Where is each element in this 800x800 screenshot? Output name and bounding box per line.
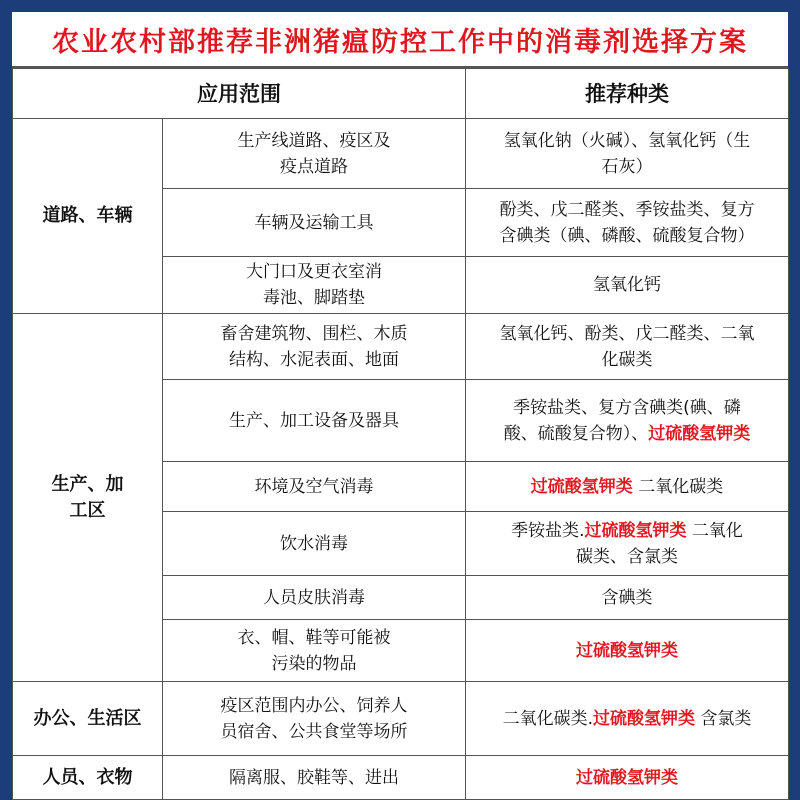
area-label: 畜舍建筑物、围栏、木质 结构、水泥表面、地面 [220,323,408,370]
recommendation-segment: 氢氧化钙、酚类、戊二醛类、二氧 化碳类 [499,323,755,370]
highlight-recommendation: 过硫酸氢钾类 [648,423,751,444]
highlight-recommendation: 过硫酸氢钾类 [576,767,678,788]
document-frame [12,12,788,800]
highlight-recommendation: 过硫酸氢钾类 [584,520,687,541]
header-recommended: 推荐种类 [466,69,789,119]
table-row [13,119,789,189]
recommendation-cell [466,380,789,462]
category-office-living [13,682,163,756]
area-cell [163,620,466,682]
recommendation-text [576,641,678,661]
table-header-row [13,69,789,119]
table-row [13,314,789,380]
area-label: 疫区范围内办公、饲养人 员宿舍、公共食堂等场所 [220,695,408,742]
recommendation-segment: 酚类、戊二醛类、季铵盐类、复方 含碘类（碘、磷酸、硫酸复合物） [499,199,755,246]
highlight-recommendation: 过硫酸氢钾类 [576,640,678,661]
recommendation-cell [466,576,789,620]
recommendation-segment: 含氯类 [695,708,752,729]
category-label: 办公、生活区 [33,707,142,729]
recommendation-text [504,398,751,444]
area-cell [163,189,466,257]
recommendation-cell [466,682,789,756]
area-cell [163,682,466,756]
disinfectant-table [12,68,789,800]
recommendation-text [504,131,751,177]
recommendation-text [531,477,723,497]
recommendation-text [576,768,678,788]
recommendation-segment: 季铵盐类、复方含碘类(碘、磷 酸、硫酸复合物）、 [503,397,741,444]
category-label: 人员、衣物 [42,766,133,788]
area-label: 生产、加工设备及器具 [229,410,399,431]
area-label: 衣、帽、鞋等可能被 污染的物品 [237,627,391,674]
category-label: 生产、加 工区 [51,473,124,521]
recommendation-cell [466,512,789,576]
area-cell [163,380,466,462]
area-cell [163,257,466,314]
area-label: 生产线道路、疫区及 疫点道路 [237,130,391,177]
area-cell [163,462,466,512]
recommendation-cell [466,257,789,314]
recommendation-cell [466,119,789,189]
recommendation-cell [466,189,789,257]
highlight-recommendation: 过硫酸氢钾类 [593,708,695,729]
recommendation-segment: 氢氧化钙 [593,275,661,295]
area-label: 饮水消毒 [280,533,348,554]
area-cell [163,576,466,620]
area-cell [163,756,466,800]
document-title: 农业农村部推荐非洲猪瘟防控工作中的消毒剂选择方案 [12,12,788,68]
recommendation-cell [466,314,789,380]
recommendation-segment: 二氧化碳类. [502,708,593,729]
recommendation-segment: 含碘类 [601,587,653,608]
category-label: 道路、车辆 [42,205,133,226]
recommendation-cell [466,756,789,800]
highlight-recommendation: 过硫酸氢钾类 [530,476,633,497]
recommendation-segment: 二氧化碳类 [632,476,724,497]
recommendation-segment: 二氧化 碳类、含氯类 [576,520,743,567]
category-roads-vehicles [13,119,163,314]
area-cell [163,119,466,189]
category-personnel-clothing [13,756,163,800]
table-row [13,756,789,800]
recommendation-segment: 季铵盐类. [511,520,585,541]
recommendation-text [602,588,653,608]
recommendation-segment: 氢氧化钠（火碱）、氢氧化钙（生 石灰） [503,130,751,177]
recommendation-cell [466,620,789,682]
recommendation-text [500,324,755,370]
recommendation-text [511,521,743,567]
recommendation-text [500,200,755,246]
category-production-area [13,314,163,682]
recommendation-text [593,275,661,295]
area-cell [163,314,466,380]
area-label: 大门口及更衣室消 毒池、脚踏垫 [246,262,382,308]
recommendation-cell [466,462,789,512]
recommendation-text [503,709,752,729]
header-scope: 应用范围 [13,69,466,119]
area-label: 隔离服、胶鞋等、进出 [229,767,399,788]
table-row [13,682,789,756]
area-label: 车辆及运输工具 [254,212,374,233]
area-cell [163,512,466,576]
area-label: 环境及空气消毒 [254,476,374,497]
area-label: 人员皮肤消毒 [263,587,365,608]
